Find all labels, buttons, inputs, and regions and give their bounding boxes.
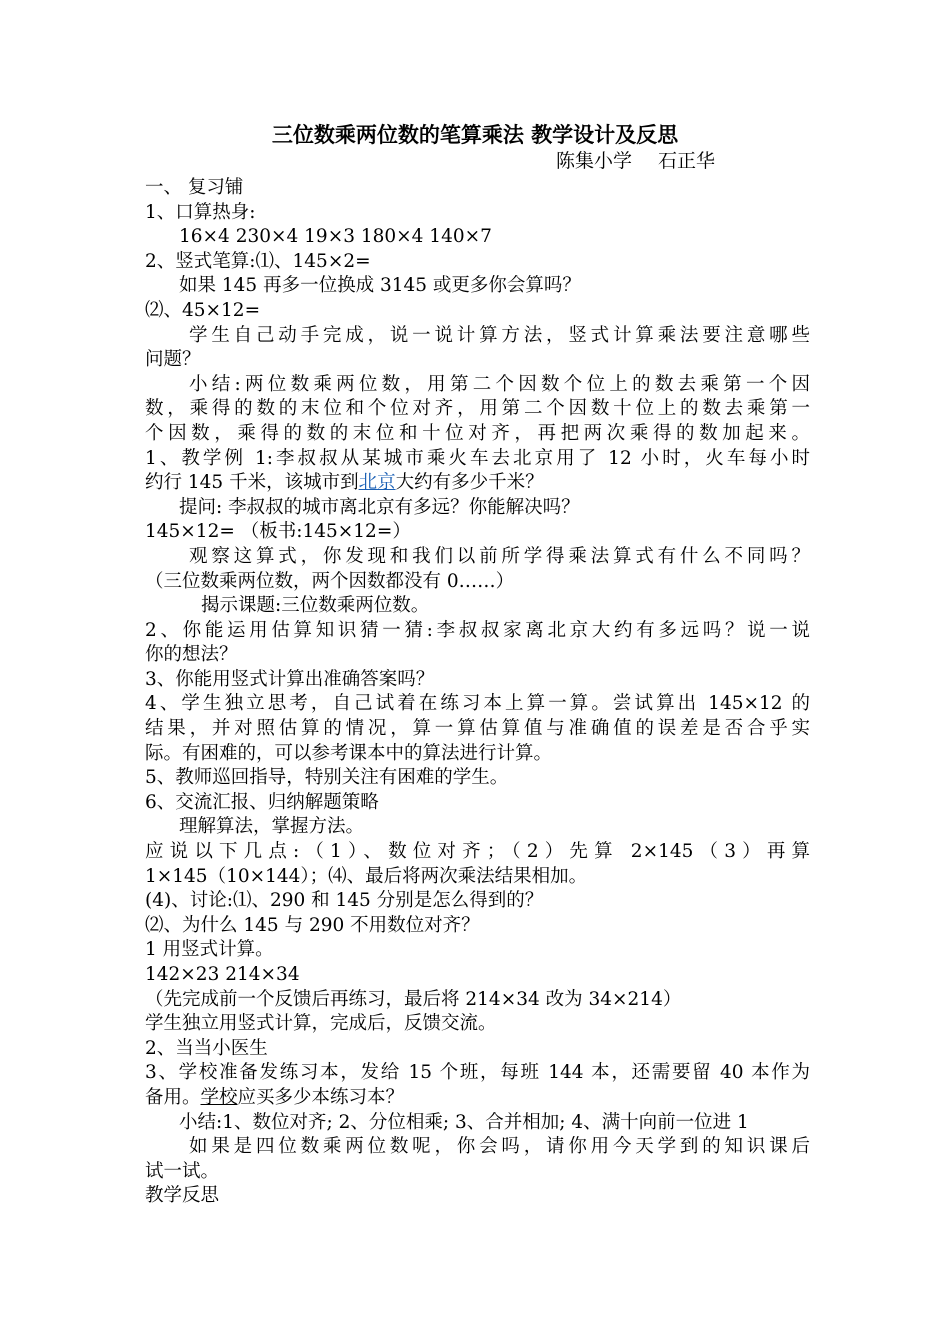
text-line: 试一试。 — [145, 1160, 220, 1182]
text-line: 1 用竖式计算。 — [145, 939, 274, 961]
author-school: 陈集小学 — [556, 150, 633, 172]
text-line: 142×23 214×34 — [145, 964, 300, 985]
text-line: 理解算法，掌握方法。 — [179, 816, 365, 838]
text-line: 2、你能运用估算知识猜一猜:李叔叔家离北京大约有多远吗？说一说 — [145, 619, 810, 641]
text-line: （先完成前一个反馈后再练习，最后将 214×34 改为 34×214） — [145, 988, 682, 1010]
text-line: 如果是四位数乘两位数呢，你会吗，请你用今天学到的知识课后 — [189, 1136, 810, 1158]
text-line: ⑵、为什么 145 与 290 不用数位对齐？ — [145, 914, 480, 936]
text-line: 1、口算热身: — [145, 201, 256, 223]
text-segment: 大约有多少千米？ — [395, 472, 544, 494]
text-line: 应说以下几点:（1）、数位对齐；（2）先算 2×145（3）再算 — [145, 841, 810, 863]
text-segment: 约行 145 千米，该城市到 — [145, 472, 359, 494]
beijing-link[interactable]: 北京 — [358, 472, 396, 494]
author-line — [556, 149, 715, 173]
text-line: 学生自己动手完成，说一说计算方法，竖式计算乘法要注意哪些 — [189, 324, 810, 346]
text-line: 学生独立用竖式计算，完成后，反馈交流。 — [145, 1013, 497, 1035]
document-body — [145, 176, 810, 1209]
text-segment: 应买多少本练习本？ — [237, 1086, 405, 1108]
reflection-heading: 教学反思 — [145, 1185, 220, 1207]
text-line: 6、交流汇报、归纳解题策略 — [145, 791, 379, 813]
text-line: 际。有困难的，可以参考课本中的算法进行计算。 — [145, 742, 553, 764]
text-line: 如果 145 再多一位换成 3145 或更多你会算吗？ — [179, 275, 581, 297]
text-line: 5、教师巡回指导，特别关注有困难的学生。 — [145, 767, 509, 789]
text-line: 145×12= （板书:145×12=） — [145, 521, 411, 543]
text-line: 问题？ — [145, 349, 201, 371]
summary-line: 小结:1、数位对齐; 2、分位相乘; 3、合并相加; 4、满十向前一位进 1 — [179, 1111, 749, 1133]
text-line: 2、当当小医生 — [145, 1037, 268, 1059]
text-line: 观察这算式，你发现和我们以前所学得乘法算式有什么不同吗？ — [189, 545, 810, 567]
author-name: 石正华 — [658, 150, 716, 172]
text-line: 揭示课题:三位数乘两位数。 — [201, 595, 430, 617]
text-line: （三位数乘两位数，两个因数都没有 0……） — [145, 570, 515, 592]
text-line: ⑵、45×12= — [145, 299, 261, 321]
text-line — [145, 471, 810, 496]
school-link[interactable]: 学校 — [200, 1086, 238, 1108]
text-line — [145, 1086, 810, 1111]
text-line: 4、学生独立思考，自己试着在练习本上算一算。尝试算出 145×12 的 — [145, 693, 810, 715]
text-line: 提问: 李叔叔的城市离北京有多远？你能解决吗？ — [179, 496, 580, 518]
text-line: 结果，并对照估算的情况，算一算估算值与准确值的误差是否合乎实 — [145, 718, 810, 740]
text-line: 小结:两位数乘两位数，用第二个因数个位上的数去乘第一个因 — [189, 373, 810, 395]
text-line: 数，乘得的数的末位和个位对齐，用第二个因数十位上的数去乘第一 — [145, 398, 810, 420]
text-line: (4)、讨论:⑴、290 和 145 分别是怎么得到的？ — [145, 890, 544, 912]
text-segment: 备用。 — [145, 1086, 201, 1108]
text-line: 1、教学例 1:李叔叔从某城市乘火车去北京用了 12 小时，火车每小时 — [145, 447, 810, 469]
text-line: 2、竖式笔算:⑴、145×2= — [145, 250, 371, 272]
section-heading: 一、 复习铺 — [145, 177, 244, 198]
text-line: 个因数，乘得的数的末位和十位对齐，再把两次乘得的数加起来。 — [145, 422, 810, 444]
text-line: 你的想法？ — [145, 644, 238, 666]
document-title: 三位数乘两位数的笔算乘法 教学设计及反思 — [271, 122, 679, 147]
text-line: 3、学校准备发练习本，发给 15 个班，每班 144 本，还需要留 40 本作为 — [145, 1062, 810, 1084]
text-line: 1×145（10×144）；⑷、最后将两次乘法结果相加。 — [145, 865, 588, 887]
text-line: 3、你能用竖式计算出准确答案吗？ — [145, 668, 435, 690]
text-line: 16×4 230×4 19×3 180×4 140×7 — [179, 226, 492, 248]
